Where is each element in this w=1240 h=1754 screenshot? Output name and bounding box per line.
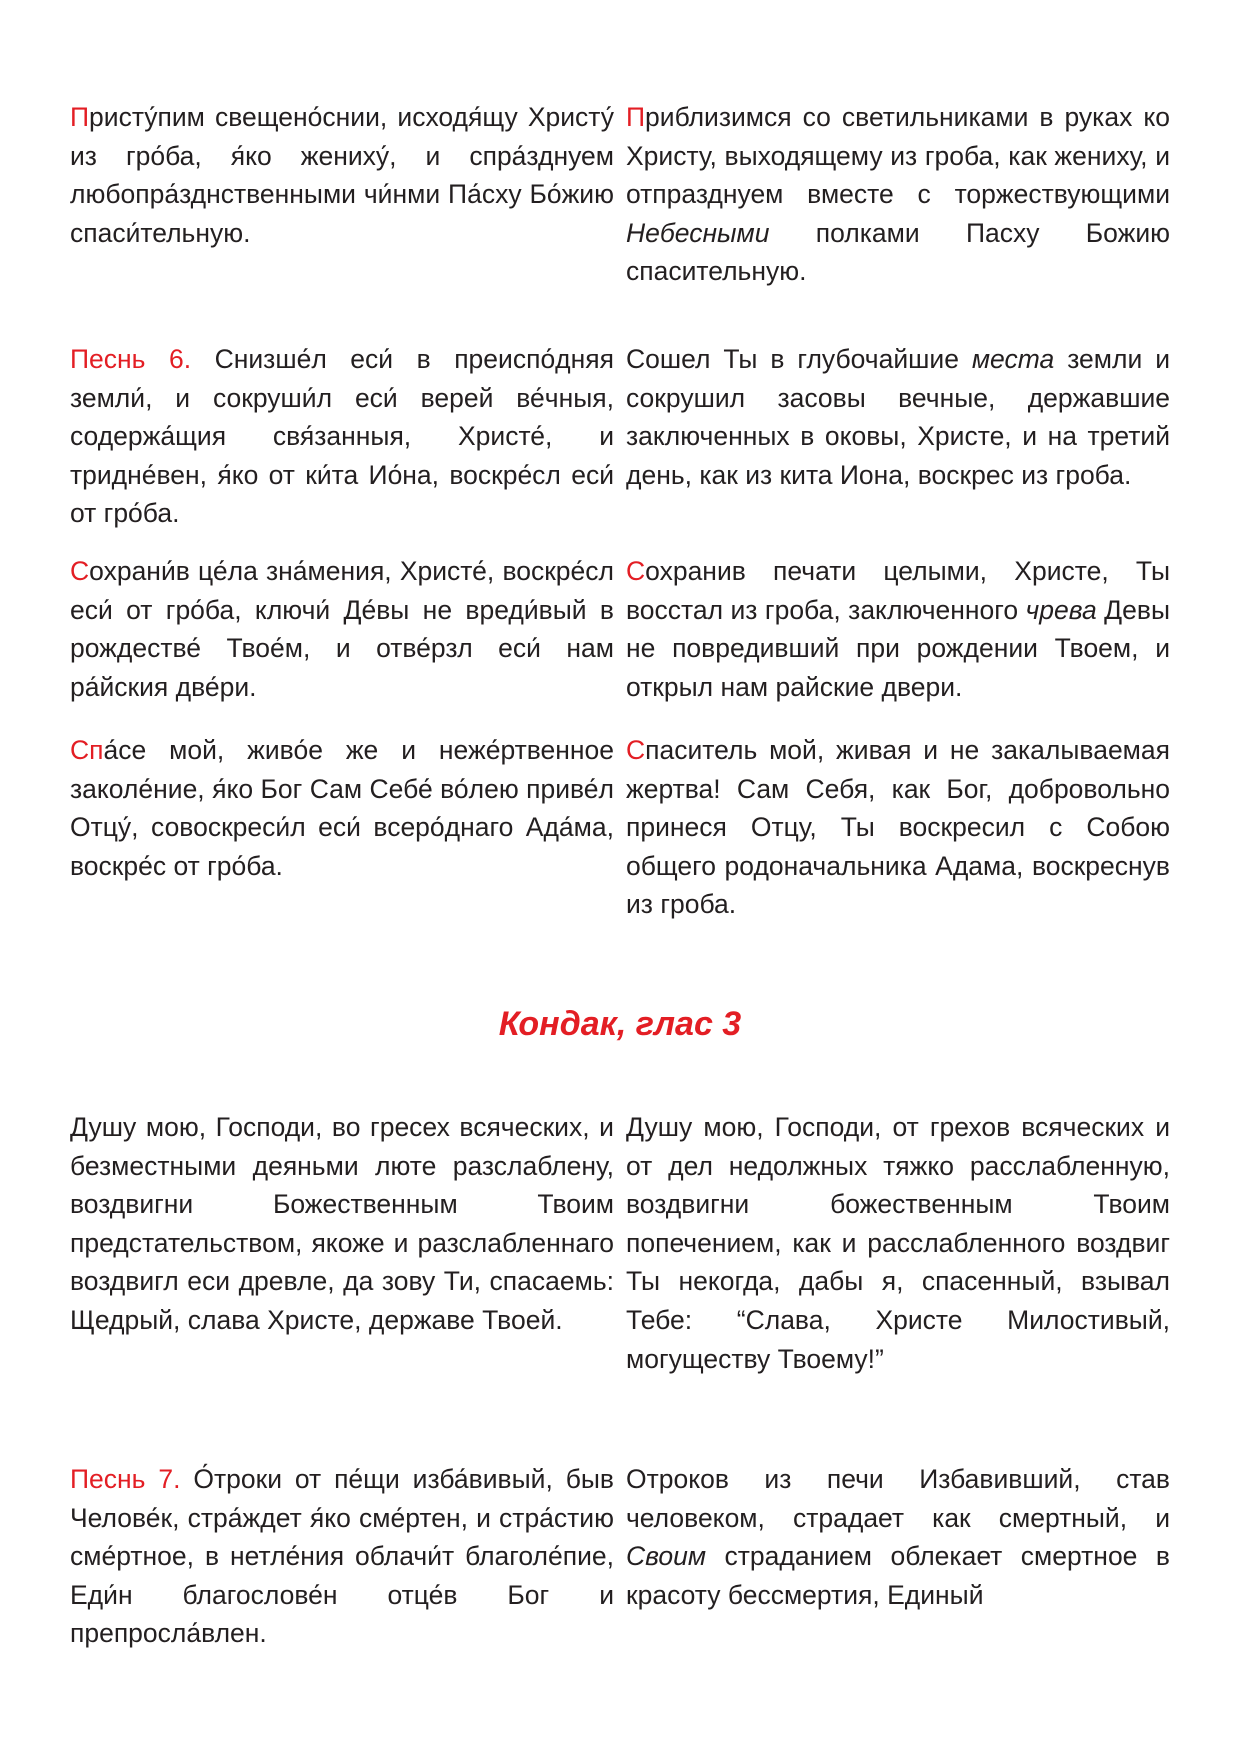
russian-text <box>626 98 1170 291</box>
verse-text: Душу мою, Господи, от грехов всяческих и от дел недолжных тяжко расслабленную, воздвигни божественным Твоим попечением, как и расслабленного воздвиг Ты некогда, дабы я, спасенный, взывал Тебе: “Слава, Христе Милостивый, могуществу Твоему!” <box>626 1112 1170 1374</box>
russian-text <box>626 731 1170 924</box>
ode-label: Песнь 7. <box>70 1464 181 1494</box>
verse-text: Отроков из печи Избавивший, став человеком, страдает как смертный, и Своим страданием облекает смертное в красоту бессмертия, Единый <box>626 1464 1170 1610</box>
slavonic-text <box>70 552 614 706</box>
verse-text: охрани́в це́ла зна́мения, Христе́, воскре́сл еси́ от гро́ба, ключи́ Де́вы не вреди́вый в рождестве́ Твое́м, и отве́рзл еси́ нам ра́йския две́ри. <box>70 556 614 702</box>
verse-text: риблизимся со светильниками в руках ко Христу, выходящему из гроба, как жениху, и отпразднуем вместе с торжествующими Небесными полками Пасху Божию спасительную. <box>626 102 1170 287</box>
ode-label: Песнь 6. <box>70 344 192 374</box>
initial: Сп <box>70 735 104 765</box>
verse-text: Душу мою, Господи, во гресех всяческих, и безместными деяньми люте разслаблену, воздвигни Божественным Твоим предстательством, якоже и разслабленнаго воздвигл еси древле, да зову Ти, спасаемь: Щедрый, слава Христе, державе Твоей. <box>70 1112 614 1335</box>
russian-text <box>626 1460 1170 1653</box>
initial: С <box>70 556 90 586</box>
verse-block-6 <box>70 1460 1170 1653</box>
verse-block-4 <box>70 731 1170 924</box>
kontakion-heading: Кондак, глас 3 <box>498 1005 742 1043</box>
slavonic-text <box>70 98 614 291</box>
russian-text <box>626 1108 1170 1378</box>
verse-block-2 <box>70 340 1170 533</box>
initial: П <box>70 102 90 132</box>
initial: С <box>626 556 646 586</box>
slavonic-text <box>70 340 614 533</box>
verse-text: Сошел Ты в глубочайшие места земли и сокрушил засовы вечные, державшие заключенных в оковы, Христе, и на третий день, как из кита Иона, воскрес из гроба. <box>626 344 1170 490</box>
russian-text <box>626 552 1170 706</box>
slavonic-text <box>70 1108 614 1378</box>
verse-text: а́се мой, живо́е же и неже́ртвенное заколе́ние, я́ко Бог Сам Себе́ во́лею приве́л Отцу́, совоскреси́л еси́ всеро́днаго Ада́ма, воскре́с от гро́ба. <box>70 735 614 881</box>
verse-text: О́троки от пе́щи изба́вивый, быв Челове́к, стра́ждет я́ко сме́ртен, и стра́стию сме́ртное, в нетле́ния облачи́т благоле́пие, Еди́н благослове́н отце́в Бог и препросла́влен. <box>70 1464 614 1649</box>
kontakion-block <box>70 1108 1170 1378</box>
verse-text: охранив печати целыми, Христе, Ты восстал из гроба, заключенного чрева Девы не повредивший при рождении Твоем, и открыл нам райские двери. <box>626 556 1170 702</box>
initial: П <box>626 102 646 132</box>
verse-block-1 <box>70 98 1170 291</box>
slavonic-text <box>70 1460 614 1653</box>
initial: С <box>626 735 646 765</box>
verse-text: паситель мой, живая и не закалываемая жертва! Сам Себя, как Бог, добровольно принеся Отцу, Ты воскресил с Собою общего родоначальника Адама, воскреснув из гроба. <box>626 735 1170 920</box>
verse-block-3 <box>70 552 1170 706</box>
russian-text <box>626 340 1170 533</box>
slavonic-text <box>70 731 614 924</box>
verse-text: ристу́пим свещено́снии, исходя́щу Христу́ из гро́ба, я́ко жениху́, и спра́зднуем любопра́зднственными чи́нми Па́сху Бо́жию спаси́тельную. <box>70 102 614 248</box>
verse-text: Снизше́л еси́ в преиспо́дняя земли́, и сокруши́л еси́ верей ве́чныя, содержа́щия свя́занныя, Христе́, и тридне́вен, я́ко от ки́та Ио́на, воскре́сл еси́ от гро́ба. <box>70 344 614 529</box>
